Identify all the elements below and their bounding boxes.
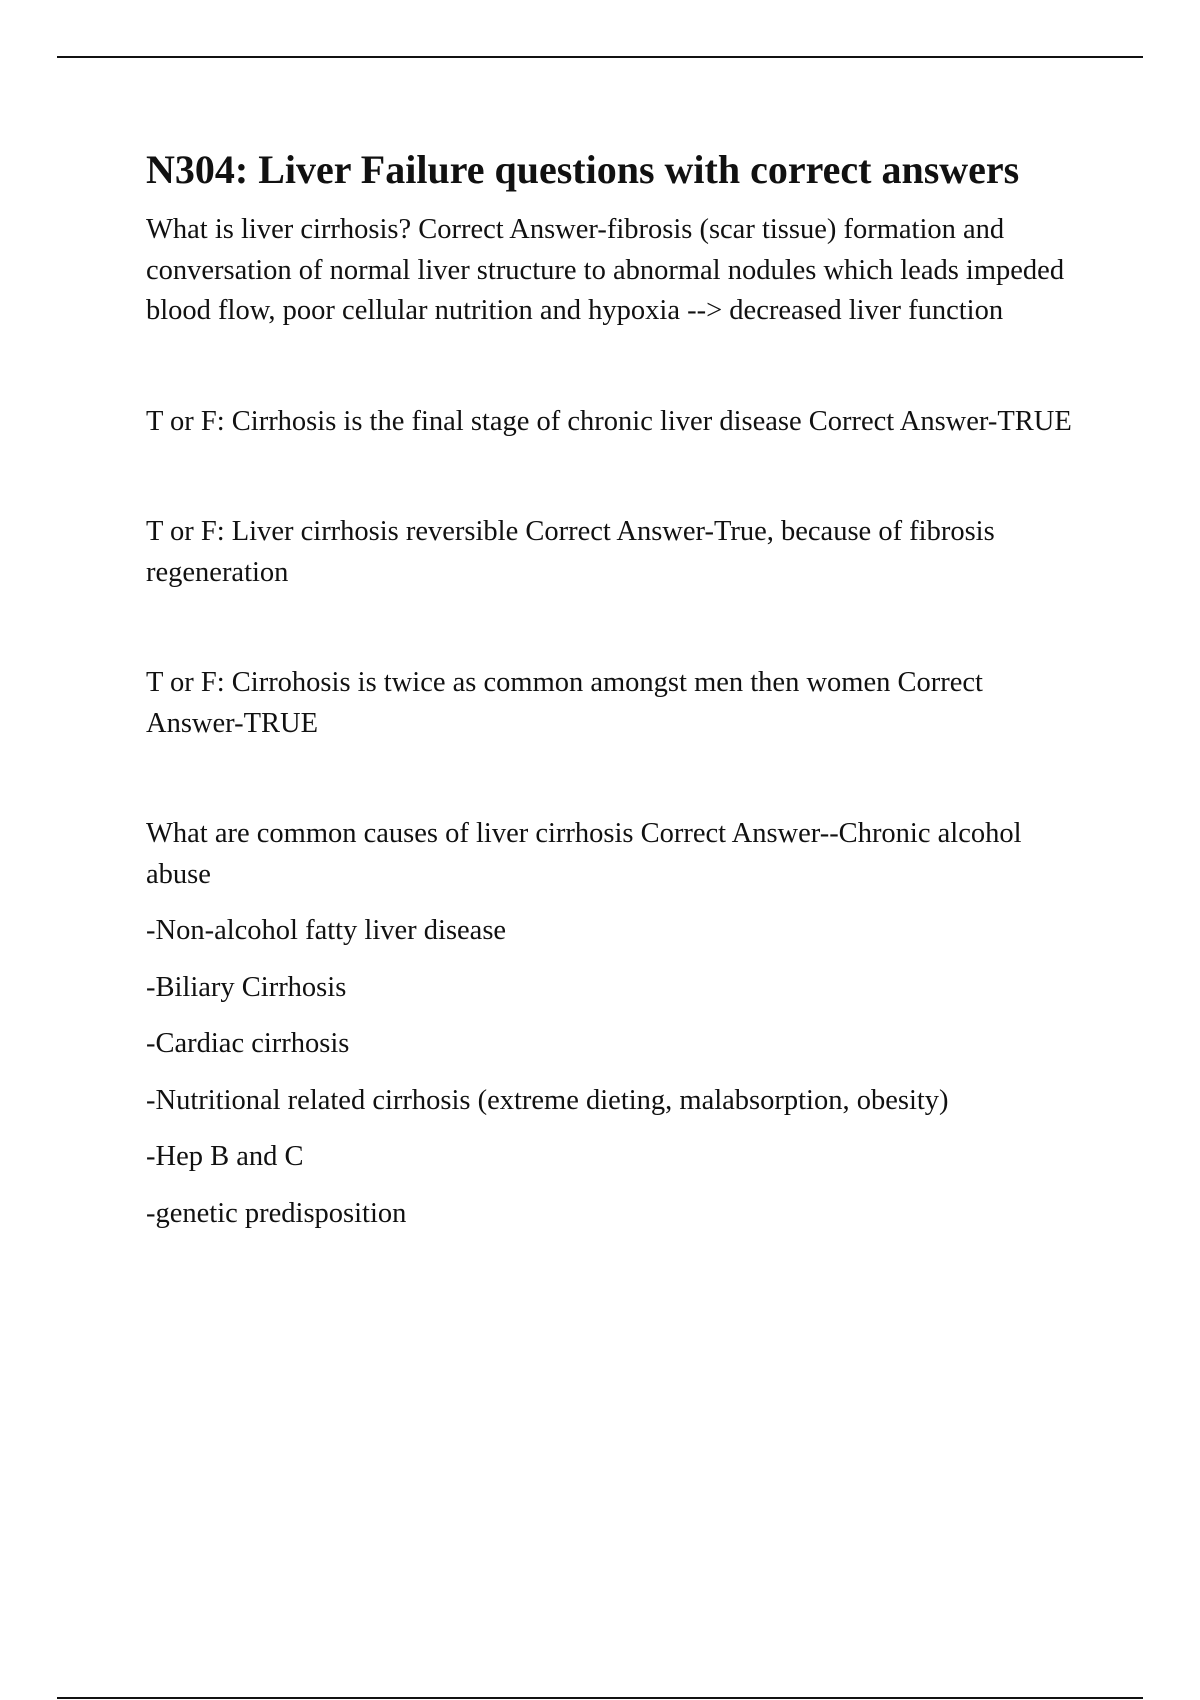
qa-item: T or F: Cirrhosis is the final stage of chronic liver disease Correct Answer-TRUE (146, 405, 1072, 437)
cause-item: -Cardiac cirrhosis (146, 1028, 350, 1059)
page-title: N304: Liver Failure questions with correct answers (146, 147, 1020, 192)
qa-item: T or F: Liver cirrhosis reversible Correct Answer-True, because of fibrosis regeneration (146, 516, 995, 588)
document-body (146, 142, 1086, 1234)
bottom-rule (57, 1697, 1143, 1699)
qa-item: What are common causes of liver cirrhosis Correct Answer--Chronic alcohol abuse (146, 818, 1022, 890)
cause-item: -Biliary Cirrhosis (146, 971, 347, 1003)
qa-item: T or F: Cirrohosis is twice as common amongst men then women Correct Answer-TRUE (146, 667, 983, 739)
cause-item: -genetic predisposition (146, 1197, 407, 1229)
cause-item: -Non-alcohol fatty liver disease (146, 915, 507, 946)
qa-item: What is liver cirrhosis? Correct Answer-fibrosis (scar tissue) formation and conversation of normal liver structure to abnormal nodules which leads impeded blood flow, poor cellular nutrition and hypoxia --> decreased liver function (146, 214, 1065, 326)
cause-item: -Hep B and C (146, 1141, 304, 1172)
cause-item: -Nutritional related cirrhosis (extreme dieting, malabsorption, obesity) (146, 1084, 949, 1116)
top-rule (57, 56, 1143, 58)
